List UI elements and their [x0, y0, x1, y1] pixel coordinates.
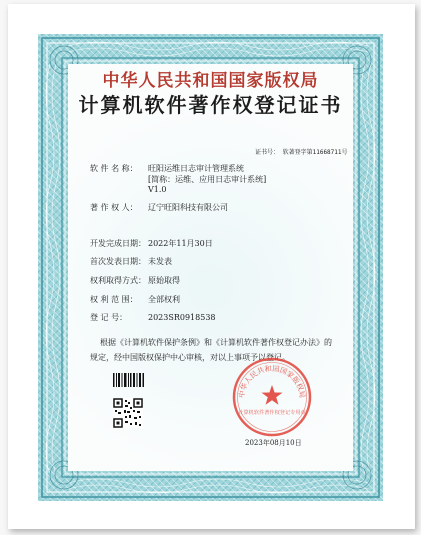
field-value: 辽宁旺阳科技有限公司 — [148, 203, 228, 212]
field-label: 开发完成日期： — [90, 239, 146, 248]
field-value: 2022年11月30日 — [148, 239, 213, 248]
field-label: 软 件 名 称： — [90, 164, 138, 173]
field-label: 登 记 号： — [90, 313, 128, 322]
field-value: 2023SR0918538 — [148, 313, 216, 322]
field-software-short-name: [简称：运维、应用日志审计系统] — [148, 175, 267, 184]
seal-subtext: 计算机软件著作权登记专用章 — [238, 410, 306, 416]
field-software-version: V1.0 — [148, 185, 167, 194]
issuer-title: 中华人民共和国国家版权局 — [102, 71, 319, 91]
field-copyright-owner — [90, 202, 228, 213]
barcode-icon — [113, 373, 145, 387]
field-software-name — [90, 163, 244, 174]
field-value: 未发表 — [148, 257, 172, 266]
field-acquisition-method — [90, 275, 180, 286]
issue-date: 2023年08月10日 — [245, 439, 302, 447]
certificate-title: 计算机软件著作权登记证书 — [78, 93, 343, 117]
qr-code-icon — [113, 398, 143, 428]
statement-line-1: 根据《计算机软件保护条例》和《计算机软件著作权登记办法》的 — [100, 338, 332, 347]
certificate-number: 证书号： 软著登字第11668711号 — [255, 149, 348, 156]
field-value: 全部权利 — [148, 295, 180, 304]
field-first-publication — [90, 256, 172, 267]
field-label: 权 利 范 围： — [90, 295, 138, 304]
field-value: 原始取得 — [148, 276, 180, 285]
seal-text: 中华人民共和国国家版权局 — [236, 363, 308, 399]
field-label: 首次发表日期： — [90, 257, 146, 266]
field-label: 权利取得方式： — [90, 276, 146, 285]
field-label: 著 作 权 人： — [90, 203, 138, 212]
field-value: 旺阳运维日志审计管理系统 — [148, 164, 244, 173]
official-seal-icon — [230, 355, 314, 439]
statement-line-2: 规定，经中国版权保护中心审核，对以上事项予以登记。 — [90, 353, 290, 362]
field-rights-scope — [90, 294, 180, 305]
field-completion-date — [90, 238, 213, 249]
field-registration-number — [90, 312, 216, 323]
